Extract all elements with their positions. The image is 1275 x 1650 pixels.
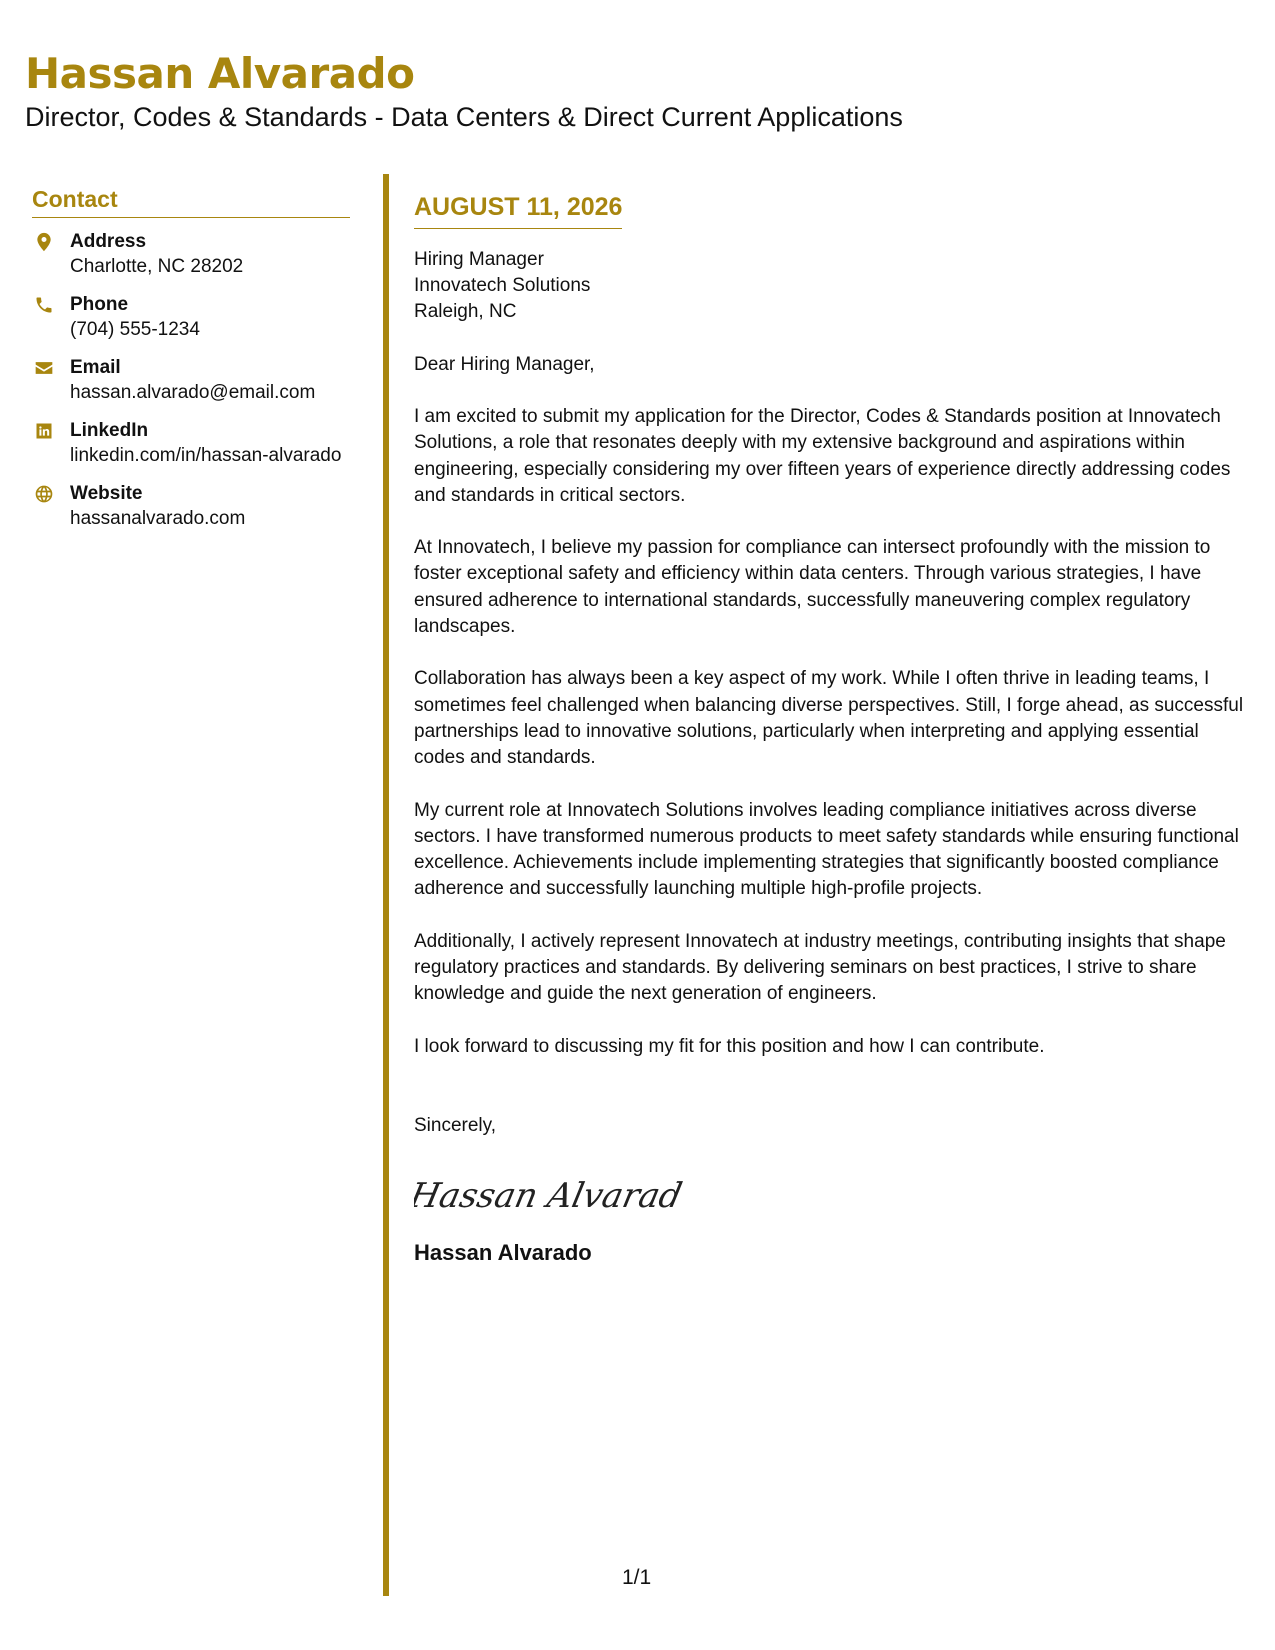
- contact-label: Phone: [70, 294, 129, 315]
- contact-value: Charlotte, NC 28202: [70, 256, 244, 277]
- contact-label: Address: [70, 231, 147, 252]
- recipient-block: [414, 247, 1244, 325]
- paragraph: I look forward to discussing my fit for this position and how I can contribute.: [414, 1035, 1045, 1057]
- envelope-icon: [34, 358, 54, 378]
- greeting: Dear Hiring Manager,: [414, 354, 595, 375]
- contact-item-address: [32, 230, 350, 293]
- contact-item-phone: [32, 293, 350, 356]
- phone-icon: [34, 295, 54, 315]
- page-number: 1/1: [622, 1566, 652, 1589]
- paragraph: My current role at Innovatech Solutions involves leading compliance initiatives across diverse sectors. I have transformed numerous products to meet safety standards while ensuring functional excellence. Achievements include implementing strategies that significantly boosted compliance adherence and successfully launching multiple high-profile projects.: [414, 799, 1239, 900]
- contact-item-linkedin: [32, 419, 350, 482]
- contact-label: Email: [70, 357, 121, 378]
- signature: [414, 1169, 1244, 1219]
- signature-image: [414, 1169, 684, 1219]
- map-pin-icon: [34, 232, 54, 252]
- paragraph: Collaboration has always been a key aspect of my work. While I often thrive in leading teams, I sometimes feel challenged when balancing diverse perspectives. Still, I forge ahead, as successful partnerships lead to innovative solutions, particularly when interpreting and applying essential codes and standards.: [414, 668, 1244, 769]
- paragraph: At Innovatech, I believe my passion for compliance can intersect profoundly with the mission to foster exceptional safety and efficiency within data centers. Through various strategies, I have ensured adherence to international standards, successfully maneuvering complex regulatory landscapes.: [414, 537, 1211, 638]
- linkedin-icon: [34, 421, 54, 441]
- recipient-line: Raleigh, NC: [414, 301, 517, 322]
- contact-heading: Contact: [32, 186, 350, 218]
- job-title: Director, Codes & Standards - Data Centers & Direct Current Applications: [25, 102, 903, 132]
- closing: Sincerely,: [414, 1114, 497, 1136]
- recipient-line: Innovatech Solutions: [414, 275, 591, 296]
- contact-value: (704) 555-1234: [70, 319, 200, 340]
- contact-sidebar: [32, 186, 350, 545]
- signature-text: Hassan Alvarad: [414, 1176, 684, 1216]
- signer-name: Hassan Alvarado: [414, 1239, 592, 1265]
- contact-value: linkedin.com/in/hassan-alvarado: [70, 445, 342, 466]
- contact-label: Website: [70, 483, 143, 504]
- column-divider: [383, 174, 389, 1596]
- candidate-name: Hassan Alvarado: [25, 49, 415, 98]
- paragraph: I am excited to submit my application for the Director, Codes & Standards position at Innovatech Solutions, a role that resonates deeply with my extensive background and aspirations within engineering, especially considering my over fifteen years of experience directly addressing codes and standards in critical sectors.: [414, 406, 1231, 506]
- header: [25, 48, 903, 134]
- contact-item-website: [32, 482, 350, 545]
- contact-label: LinkedIn: [70, 420, 149, 441]
- contact-item-email: [32, 356, 350, 419]
- letter-date: AUGUST 11, 2026: [414, 190, 622, 229]
- contact-value: hassanalvarado.com: [70, 508, 246, 529]
- contact-list: [32, 230, 350, 545]
- letter-body: [414, 190, 1244, 1267]
- globe-icon: [34, 484, 54, 504]
- paragraph: Additionally, I actively represent Innovatech at industry meetings, contributing insights that shape regulatory practices and standards. By delivering seminars on best practices, I strive to share knowledge and guide the next generation of engineers.: [414, 930, 1226, 1005]
- contact-value: hassan.alvarado@email.com: [70, 382, 316, 403]
- recipient-line: Hiring Manager: [414, 249, 544, 270]
